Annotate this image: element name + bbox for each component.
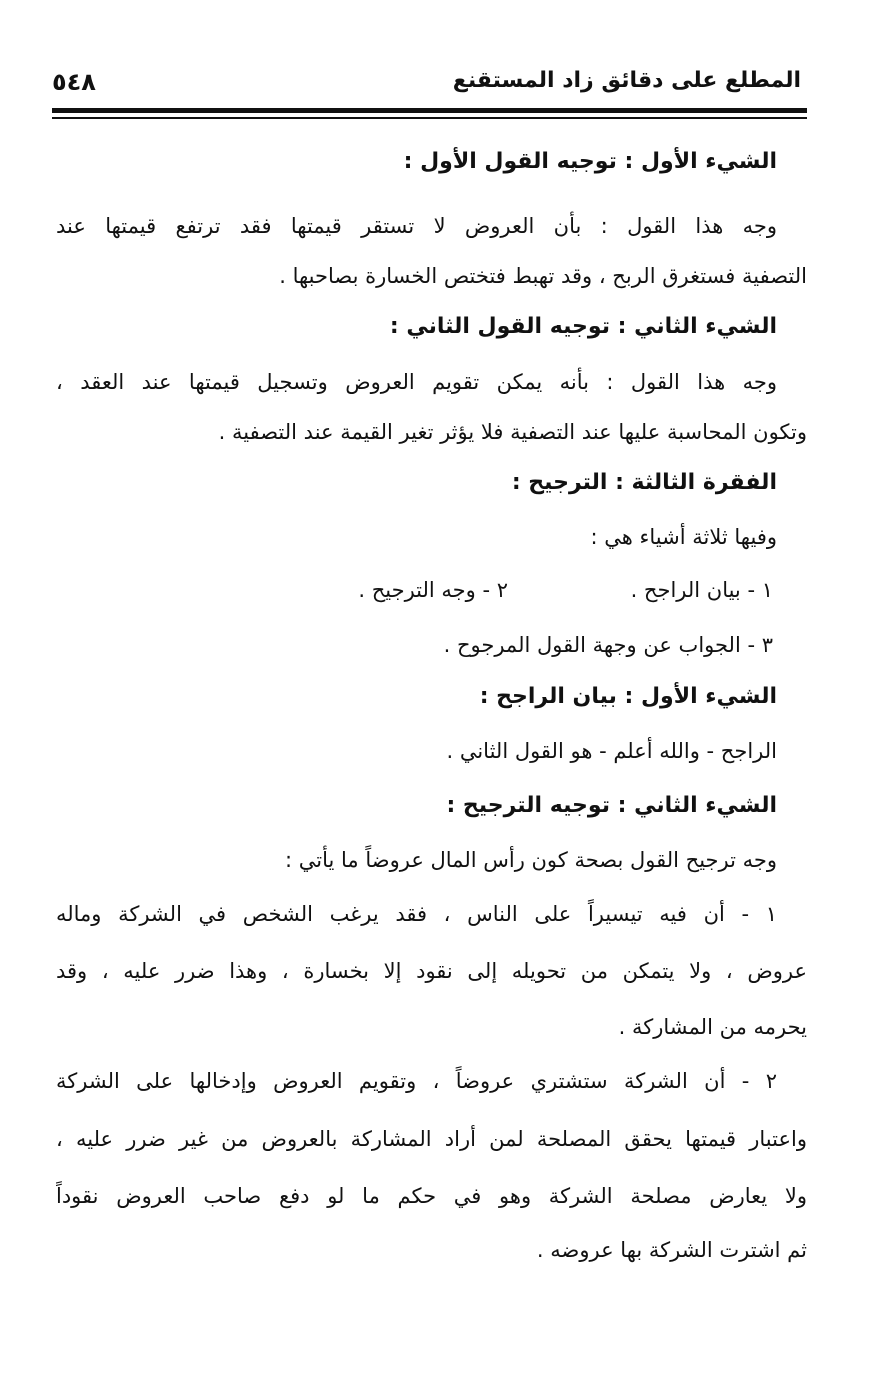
paragraph-line: وفيها ثلاثة أشياء هي :	[590, 525, 777, 549]
paragraph-line: وتكون المحاسبة عليها عند التصفية فلا يؤثر تغير القيمة عند التصفية .	[218, 420, 807, 444]
header-rule-thick	[52, 108, 807, 113]
paragraph-line: وجه ترجيح القول بصحة كون رأس المال عروضاً ما يأتي :	[285, 848, 777, 872]
paragraph-line: عروض ، ولا يتمكن من تحويله إلى نقود إلا بخسارة ، وهذا ضرر عليه ، وقد	[56, 959, 807, 983]
paragraph-line: ثم اشترت الشركة بها عروضه .	[536, 1238, 807, 1262]
paragraph-line: وجه هذا القول : بأن العروض لا تستقر قيمتها فقد ترتفع قيمتها عند	[56, 214, 777, 238]
paragraph-line: وجه هذا القول : بأنه يمكن تقويم العروض وتسجيل قيمتها عند العقد ،	[56, 370, 777, 394]
paragraph-line: التصفية فستغرق الربح ، وقد تهبط فتختص الخسارة بصاحبها .	[279, 264, 807, 288]
list-item-1: ١ - بيان الراجح .	[630, 578, 773, 602]
paragraph-line: ١ - أن فيه تيسيراً على الناس ، فقد يرغب الشخص في الشركة وماله	[56, 902, 777, 926]
section-heading-justification: الشيء الثاني : توجيه الترجيح :	[446, 793, 777, 818]
paragraph-line: ولا يعارض مصلحة الشركة وهو في حكم ما لو دفع صاحب العروض نقوداً	[56, 1184, 807, 1208]
paragraph-line: الراجح - والله أعلم - هو القول الثاني .	[446, 739, 777, 763]
list-row	[93, 570, 773, 610]
paragraph-line: ٢ - أن الشركة ستشتري عروضاً ، وتقويم العروض وإدخالها على الشركة	[56, 1069, 777, 1093]
list-item-2: ٢ - وجه الترجيح .	[358, 578, 508, 602]
paragraph-line: يحرمه من المشاركة .	[618, 1015, 807, 1039]
header-rule-thin	[52, 117, 807, 119]
running-title: المطلع على دقائق زاد المستقنع	[452, 68, 801, 93]
section-heading-preferred: الشيء الأول : بيان الراجح :	[479, 684, 777, 709]
page-number: ٥٤٨	[52, 68, 96, 96]
section-heading-third-paragraph: الفقرة الثالثة : الترجيح :	[511, 470, 777, 495]
paragraph-line: واعتبار قيمتها يحقق المصلحة لمن أراد المشاركة بالعروض من غير ضرر عليه ،	[56, 1127, 807, 1151]
page-header	[52, 64, 801, 104]
section-heading-first-view: الشيء الأول : توجيه القول الأول :	[403, 149, 777, 174]
list-item-3: ٣ - الجواب عن وجهة القول المرجوح .	[443, 633, 773, 657]
section-heading-second-view: الشيء الثاني : توجيه القول الثاني :	[389, 314, 777, 339]
